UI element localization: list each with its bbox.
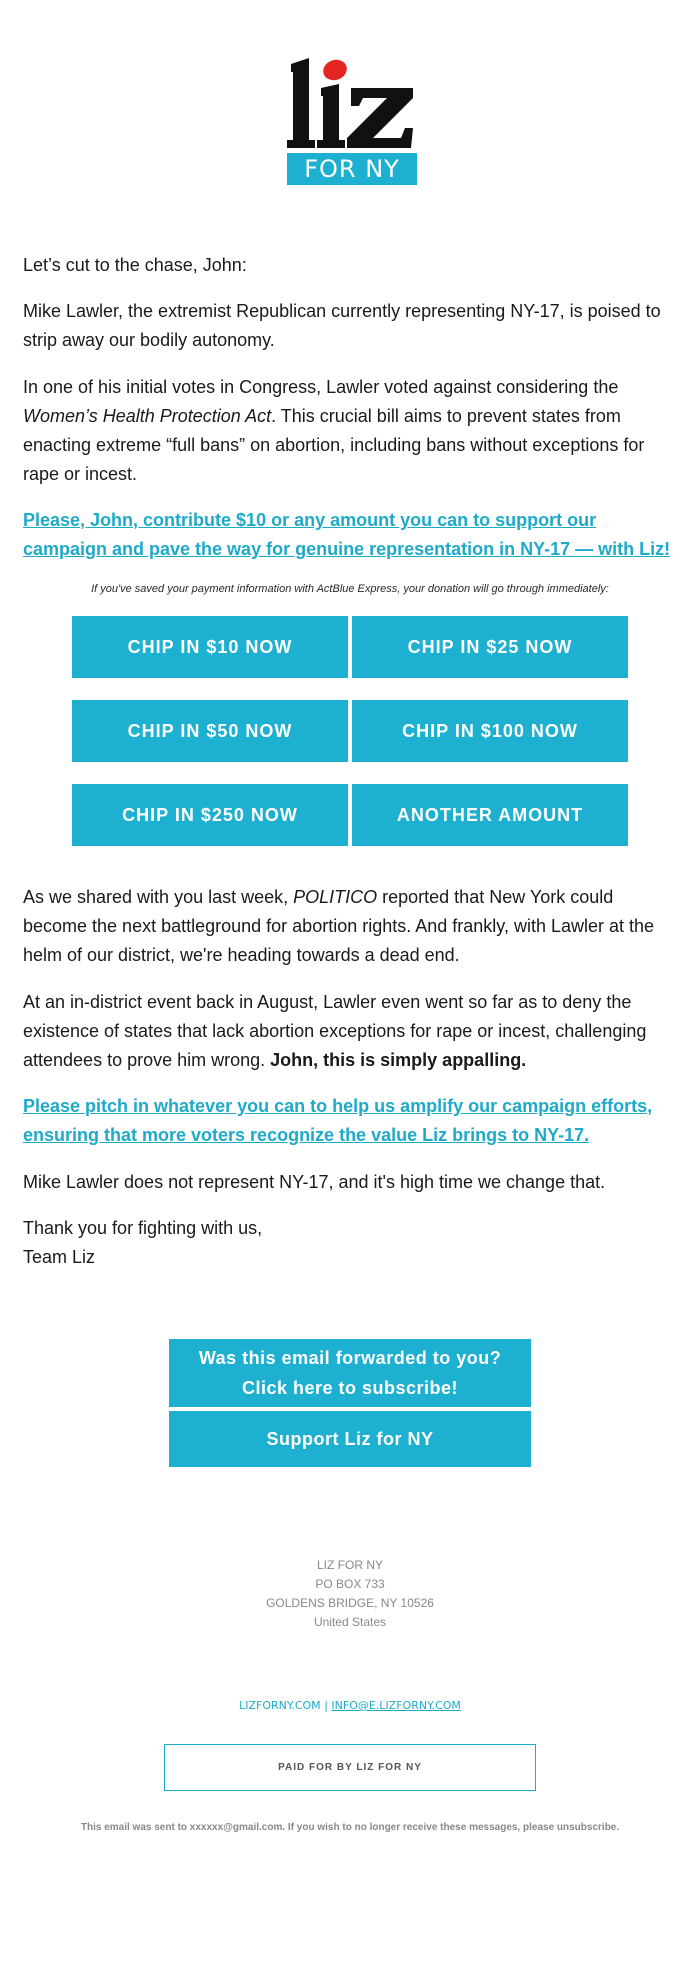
paragraph-3-after: reported that New York could become the next battleground for abortion rights. And frankly, with Lawler at the helm of our district, we're heading towards a dead end. bbox=[23, 887, 655, 965]
chip-in-25-button[interactable]: CHIP IN $25 NOW bbox=[352, 616, 628, 678]
another-amount-button[interactable]: ANOTHER AMOUNT bbox=[352, 784, 628, 846]
donate-link-2[interactable]: Please pitch in whatever you can to help us amplify our campaign efforts, ensuring that more voters recognize the value Liz brings to NY-17. bbox=[23, 1096, 653, 1145]
paragraph-1: Mike Lawler, the extremist Republican currently representing NY-17, is poised to strip away our bodily autonomy. bbox=[23, 301, 661, 350]
link-separator: | bbox=[324, 1699, 328, 1712]
site-link[interactable]: LIZFORNY.COM bbox=[239, 1699, 321, 1712]
logo-wordmark bbox=[285, 58, 417, 153]
address-line-2: PO BOX 733 bbox=[315, 1577, 385, 1591]
actblue-note: If you've saved your payment information with ActBlue Express, your donation will go through immediately: bbox=[91, 583, 609, 595]
mailing-address bbox=[0, 1556, 700, 1632]
bill-name: Women’s Health Protection Act bbox=[23, 406, 272, 426]
paragraph-2-before: In one of his initial votes in Congress, Lawler voted against considering the bbox=[23, 377, 619, 397]
address-line-4: United States bbox=[313, 1615, 387, 1629]
unsubscribe-notice[interactable]: This email was sent to xxxxxx@gmail.com. If you wish to no longer receive these messages, please unsubscribe. bbox=[80, 1822, 620, 1833]
paragraph-4 bbox=[23, 988, 677, 1075]
address-line-3: GOLDENS BRIDGE, NY 10526 bbox=[266, 1596, 434, 1610]
chip-in-250-button[interactable]: CHIP IN $250 NOW bbox=[72, 784, 348, 846]
signoff-line: Thank you for fighting with us, bbox=[23, 1218, 263, 1238]
chip-in-10-button[interactable]: CHIP IN $10 NOW bbox=[72, 616, 348, 678]
logo bbox=[0, 58, 700, 190]
subscribe-button[interactable] bbox=[169, 1339, 531, 1407]
greeting: Let’s cut to the chase, John: bbox=[23, 255, 247, 275]
paid-for-disclaimer: PAID FOR BY LIZ FOR NY bbox=[164, 1744, 536, 1791]
politico-name: POLITICO bbox=[293, 887, 378, 907]
paragraph-2 bbox=[23, 373, 677, 489]
chip-in-50-button[interactable]: CHIP IN $50 NOW bbox=[72, 700, 348, 762]
liz-for-ny-logo bbox=[285, 58, 417, 190]
paragraph-5: Mike Lawler does not represent NY-17, and it's high time we change that. bbox=[23, 1172, 606, 1192]
footer-links bbox=[0, 1699, 700, 1712]
paragraph-4-before: At an in-district event back in August, Lawler even went so far as to deny the existence of states that lack abortion exceptions for rape or incest, challenging attendees to prove him wrong. bbox=[23, 992, 647, 1070]
subscribe-line-2: Click here to subscribe! bbox=[241, 1378, 459, 1398]
chip-in-100-button[interactable]: CHIP IN $100 NOW bbox=[352, 700, 628, 762]
subscribe-line-1: Was this email forwarded to you? bbox=[198, 1348, 502, 1368]
paragraph-2-after: . This crucial bill aims to prevent states from enacting extreme “full bans” on abortion, including bans without exceptions for rape or incest. bbox=[23, 406, 645, 484]
address-line-1: LIZ FOR NY bbox=[316, 1558, 383, 1572]
paragraph-3 bbox=[23, 883, 677, 970]
support-button[interactable]: Support Liz for NY bbox=[169, 1411, 531, 1467]
paragraph-4-bold: John, this is simply appalling. bbox=[270, 1050, 527, 1070]
signoff-team: Team Liz bbox=[23, 1247, 96, 1267]
paragraph-3-before: As we shared with you last week, bbox=[23, 887, 294, 907]
signoff bbox=[23, 1214, 677, 1272]
email-link[interactable]: INFO@E.LIZFORNY.COM bbox=[331, 1699, 461, 1712]
logo-for-ny: FOR NY bbox=[287, 153, 417, 185]
donate-link-1[interactable]: Please, John, contribute $10 or any amount you can to support our campaign and pave the way for genuine representation in NY-17 — with Liz! bbox=[23, 510, 671, 559]
